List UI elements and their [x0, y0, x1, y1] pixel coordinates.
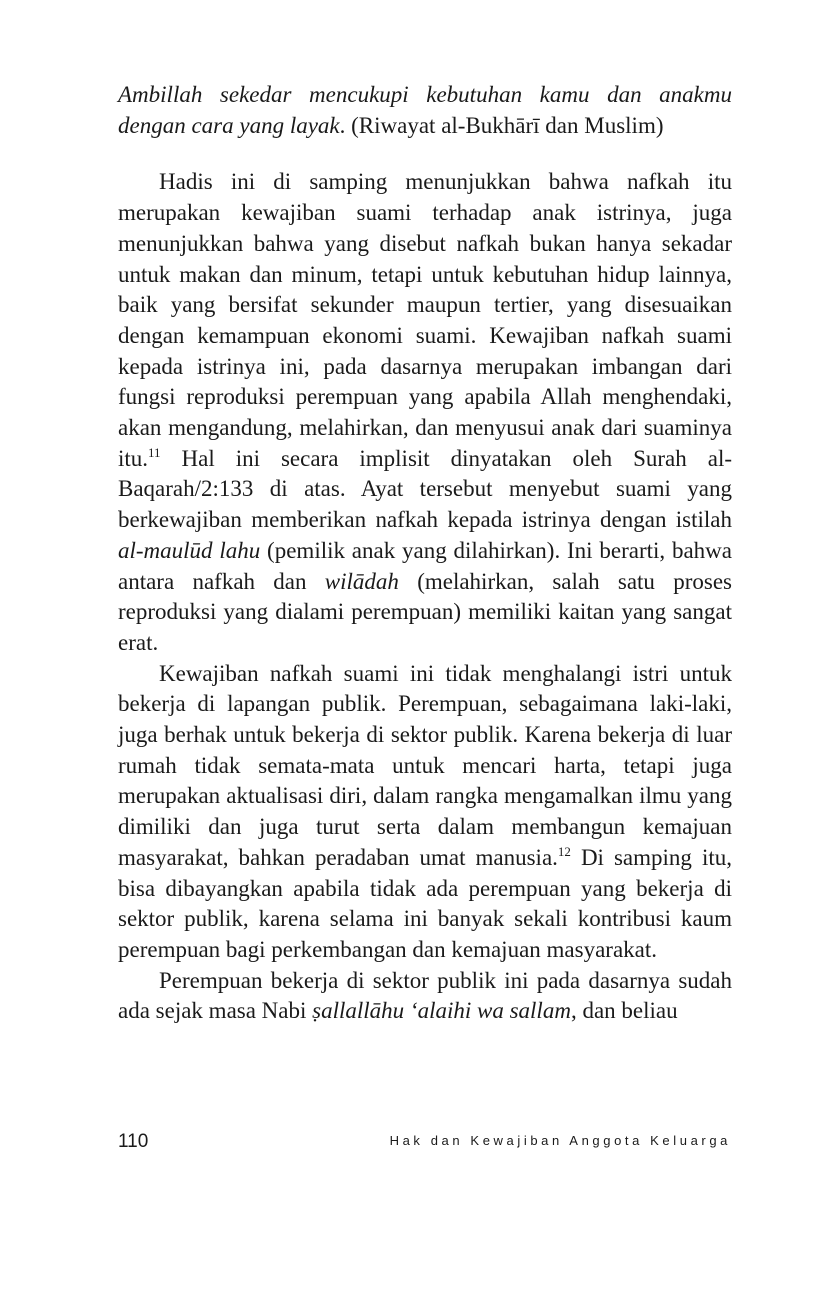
paragraph-1: [118, 167, 732, 658]
paragraph-1-text-c: (pemilik anak yang dilahirkan). Ini berarti, bahwa antara nafkah dan: [118, 537, 732, 594]
hadith-source: . (Riwayat al-Bukhārī dan Muslim): [339, 112, 664, 138]
hadith-quote: [118, 80, 732, 141]
body-text: [118, 80, 732, 1027]
paragraph-1-text-d: (melahirkan, salah satu proses reproduksi yang dialami perempuan) memiliki kaitan yang sangat erat.: [118, 568, 732, 655]
paragraph-1-text-a: Hadis ini di samping menunjukkan bahwa nafkah itu merupakan kewajiban suami terhadap anak istrinya, juga menunjukkan bahwa yang disebut nafkah bukan hanya sekadar untuk makan dan minum, tetapi untuk kebutuhan hidup lainnya, baik yang bersifat sekunder maupun tertier, yang disesuaikan dengan kemampuan ekonomi suami. Kewajiban nafkah suami kepada istrinya ini, pada dasarnya merupakan imbangan dari fungsi reproduksi perempuan yang apabila Allah menghendaki, akan mengandung, melahirkan, dan menyusui anak dari suaminya itu.: [118, 169, 732, 471]
paragraph-2: [118, 659, 732, 966]
hadith-quote-text: Ambillah sekedar mencukupi kebutuhan kamu dan anakmu dengan cara yang layak: [118, 82, 732, 138]
page-number: 110: [118, 1131, 149, 1152]
running-footer-title: Hak dan Kewajiban Anggota Keluarga: [389, 1133, 731, 1148]
paragraph-2-text-a: Kewajiban nafkah suami ini tidak menghalangi istri untuk bekerja di lapangan publik. Perempuan, sebagaimana laki-laki, juga berhak untuk bekerja di sektor publik. Karena bekerja di luar rumah tidak semata-mata untuk mencari harta, tetapi juga merupakan aktualisasi diri, dalam rangka mengamalkan ilmu yang dimiliki dan juga turut serta dalam membangun kemajuan masyarakat, bahkan peradaban umat manusia.: [118, 660, 732, 870]
term-salawat: ṣallallāhu ‘alaihi wa sallam: [312, 998, 571, 1024]
footnote-ref-11[interactable]: 11: [148, 444, 161, 460]
paragraph-2-text-b: Di samping itu, bisa dibayangkan apabila tidak ada perempuan yang bekerja di sektor publik, karena selama ini banyak sekali kontribusi kaum perempuan bagi perkembangan dan kemajuan masyarakat.: [118, 844, 732, 962]
term-wiladah: wilādah: [324, 568, 399, 594]
paragraph-1-text-b: Hal ini secara implisit dinyatakan oleh Surah al-Baqarah/2:133 di atas. Ayat tersebut menyebut suami yang berkewajiban memberikan nafkah kepada istrinya dengan istilah: [118, 445, 732, 533]
paragraph-3-text-b: , dan beliau: [570, 998, 678, 1024]
paragraph-3: [118, 966, 732, 1027]
footnote-ref-12[interactable]: 12: [557, 843, 571, 859]
paragraph-3-text-a: Perempuan bekerja di sektor publik ini pada dasarnya sudah ada sejak masa Nabi: [118, 967, 732, 1024]
term-al-maulud-lahu: al-maulūd lahu: [118, 537, 261, 563]
